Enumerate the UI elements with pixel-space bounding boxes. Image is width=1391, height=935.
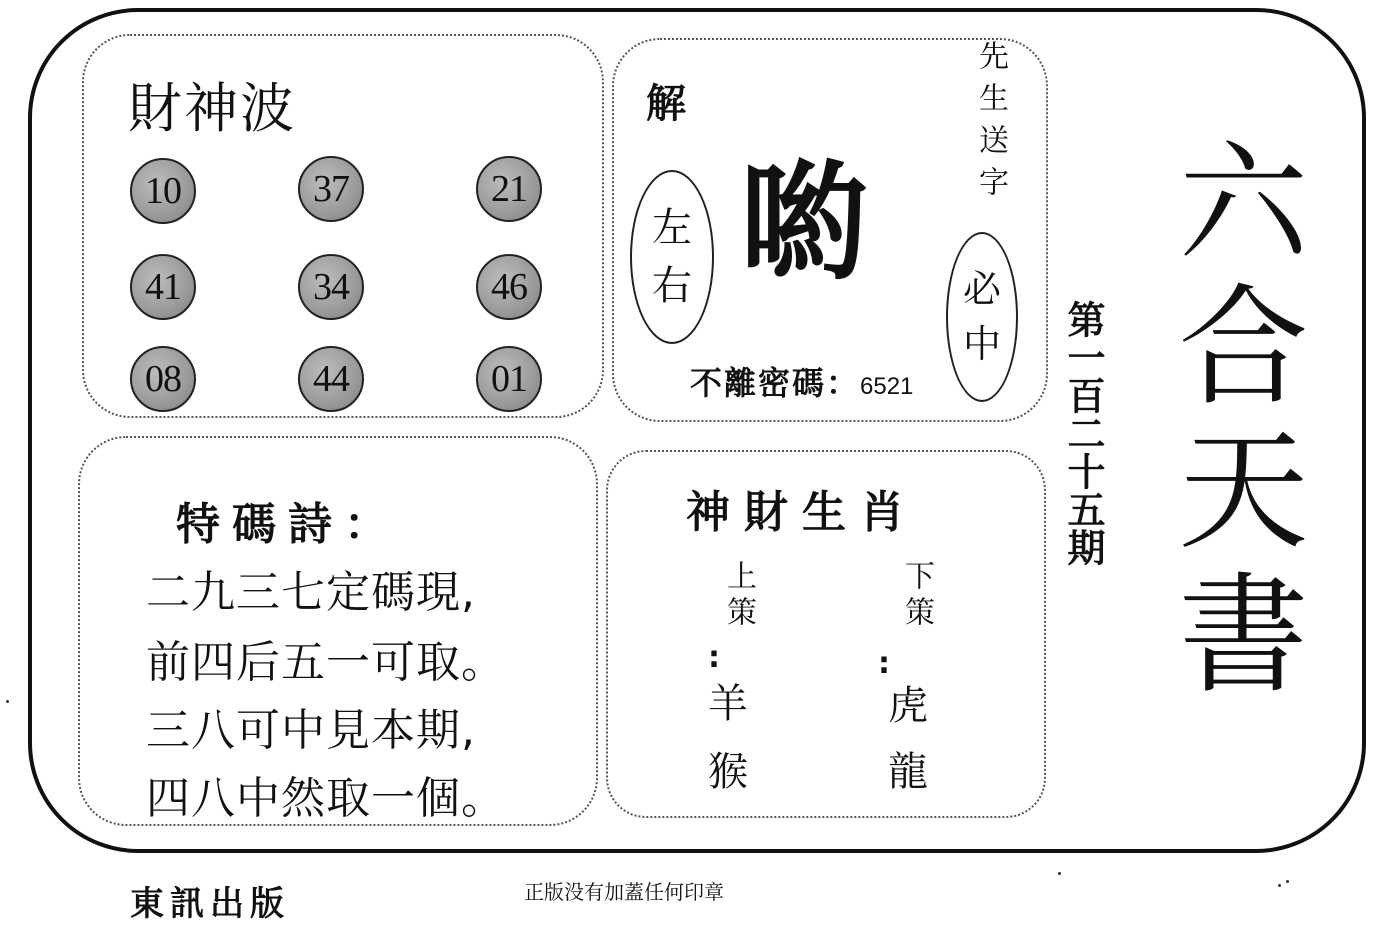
lower-animal: 龍 <box>888 749 928 795</box>
poem-line: 四八中然取一個。 <box>146 773 506 824</box>
right-oval-char: 必 <box>962 266 1001 311</box>
number-ball: 34 <box>298 254 364 320</box>
left-oval-char: 右 <box>652 263 692 309</box>
number-ball: 21 <box>476 156 542 222</box>
right-oval-char: 中 <box>962 322 1001 366</box>
scan-speck <box>1278 884 1281 887</box>
sender-text: 先生送字 <box>973 40 1008 208</box>
secret-code-label: 不離密碼： <box>690 364 861 402</box>
left-oval-char: 左 <box>652 205 692 251</box>
poem-title: 特碼詩： <box>176 499 400 550</box>
lower-strategy-label: 下策 <box>899 560 934 632</box>
main-character: 喲 <box>740 149 869 298</box>
lower-colon: : <box>878 646 890 681</box>
upper-colon: : <box>708 640 720 675</box>
page-title: 六合天書 <box>1157 134 1309 710</box>
secret-code-value: 6521 <box>860 373 914 400</box>
number-ball: 41 <box>130 254 196 320</box>
left-oval <box>630 170 714 344</box>
number-ball: 37 <box>298 156 364 222</box>
number-ball: 44 <box>298 346 364 412</box>
issue-number: 第一百二十五期 <box>1061 300 1105 566</box>
publisher: 東訊出版 <box>130 884 290 924</box>
scan-speck <box>6 700 9 703</box>
zodiac-title: 神財生肖 <box>686 487 918 538</box>
right-oval <box>946 232 1018 402</box>
number-ball: 10 <box>130 158 196 224</box>
number-ball: 01 <box>476 346 542 412</box>
upper-animal: 羊 <box>708 681 748 727</box>
authenticity-note: 正版没有加蓋任何印章 <box>524 880 724 904</box>
poem-line: 三八可中見本期, <box>146 705 476 756</box>
caishen-title: 財神波 <box>128 77 296 140</box>
secret-code-line <box>690 358 913 404</box>
scan-speck <box>1286 880 1289 883</box>
upper-animal: 猴 <box>708 749 748 795</box>
scan-speck <box>1058 872 1061 875</box>
number-ball: 46 <box>476 254 542 320</box>
poem-line: 二九三七定碼現, <box>146 567 476 618</box>
poem-line: 前四后五一可取。 <box>146 637 506 688</box>
number-ball: 08 <box>130 346 196 412</box>
upper-strategy-label: 上策 <box>721 560 756 632</box>
jie-label: 解 <box>646 81 686 127</box>
lower-animal: 虎 <box>888 683 928 729</box>
